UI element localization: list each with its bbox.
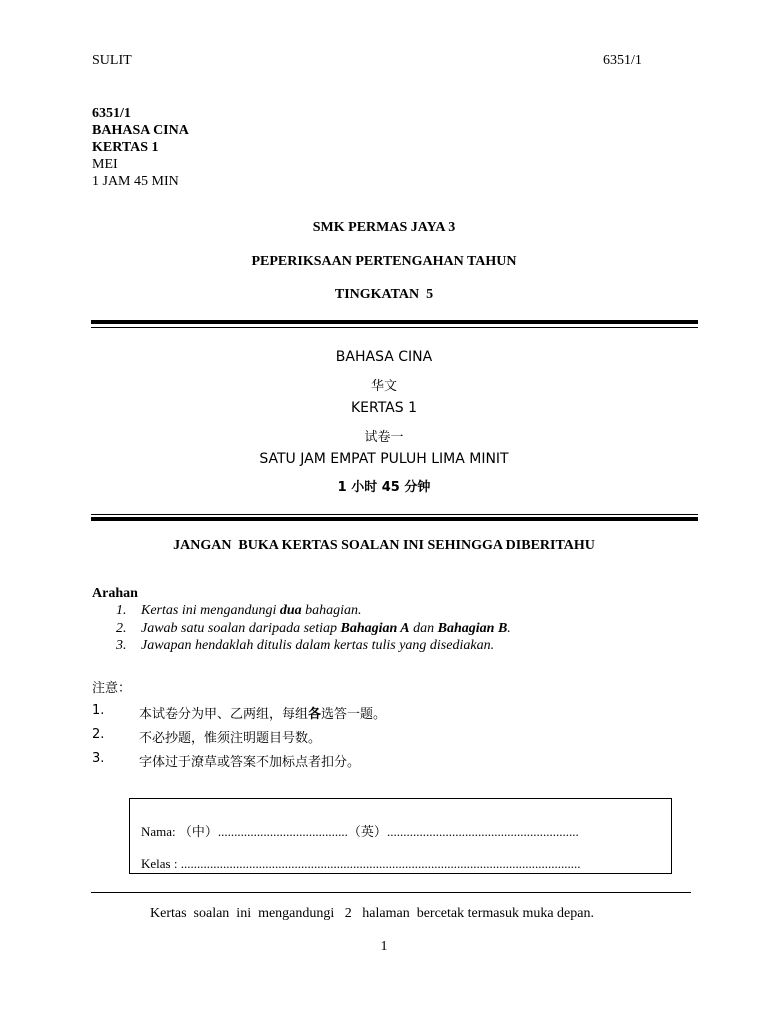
exam-title: PEPERIKSAAN PERTENGAHAN TAHUN: [251, 254, 517, 269]
paper-subject: BAHASA CINA: [92, 123, 189, 138]
item-number: 1.: [92, 703, 105, 718]
page-number: 1: [380, 939, 388, 954]
page-count-note: Kertas soalan ini mengandungi 2 halaman bercetak termasuk muka depan.: [150, 906, 594, 921]
top-rule-thin: [91, 327, 698, 328]
kelas-line: [141, 856, 580, 872]
list-item: 1. Kertas ini mengandungi dua bahagian.: [116, 603, 362, 618]
header-code: 6351/1: [603, 53, 642, 68]
paper-number: KERTAS 1: [92, 140, 159, 155]
item-number: 2.: [92, 727, 105, 742]
duration-ms: SATU JAM EMPAT PULUH LIMA MINIT: [259, 451, 509, 467]
item-number: 3.: [116, 638, 127, 653]
subject-zh: 华文: [370, 379, 397, 394]
kelas-label: Kelas :: [141, 856, 178, 871]
zh-label: （中）: [178, 824, 218, 839]
header-sulit: SULIT: [92, 53, 132, 68]
nama-zh-field[interactable]: ........................................: [217, 824, 348, 839]
item-number: 1.: [116, 603, 127, 618]
en-label: （英）: [347, 824, 387, 839]
school-name: SMK PERMAS JAYA 3: [312, 220, 456, 235]
zhuyi-list: 1. 本试卷分为甲、乙两组，每组各选答一题。 2. 不必抄题，惟须注明题目号数。 3. 字体过于潦草或答案不加标点者扣分。: [92, 703, 387, 770]
kelas-field[interactable]: ...........................................................................................................................: [180, 856, 581, 871]
nama-line: [141, 821, 579, 840]
item-number: 3.: [92, 751, 105, 766]
student-info-box: [129, 798, 672, 874]
mid-rule-thin: [91, 514, 698, 515]
item-number: 2.: [116, 620, 127, 636]
zhuyi-heading: 注意：: [92, 681, 132, 696]
footer-rule: [91, 892, 691, 893]
duration-zh: 1 小时 45 分钟: [337, 480, 431, 495]
subject-ms: BAHASA CINA: [335, 349, 433, 365]
form-level: TINGKATAN 5: [334, 287, 434, 302]
page-count: 2: [344, 906, 352, 921]
nama-label: Nama:: [141, 824, 176, 839]
paper-info: [92, 105, 189, 190]
arahan-list: [116, 603, 511, 656]
paper-ms: KERTAS 1: [350, 400, 418, 416]
paper-duration: 1 JAM 45 MIN: [92, 174, 179, 189]
warning-text: JANGAN BUKA KERTAS SOALAN INI SEHINGGA DIBERITAHU: [173, 538, 595, 553]
nama-en-field[interactable]: ...........................................................: [386, 824, 579, 839]
paper-zh: 试卷一: [364, 430, 404, 445]
paper-code: 6351/1: [92, 106, 131, 121]
top-rule-thick: [91, 320, 698, 324]
paper-month: MEI: [92, 157, 118, 172]
list-item: 3. Jawapan hendaklah ditulis dalam kertas tulis yang disediakan.: [116, 638, 495, 653]
list-item: 2. Jawab satu soalan daripada setiap Bahagian A dan Bahagian B.: [116, 620, 511, 636]
mid-rule-thick: [91, 517, 698, 521]
arahan-heading: Arahan: [92, 586, 138, 601]
